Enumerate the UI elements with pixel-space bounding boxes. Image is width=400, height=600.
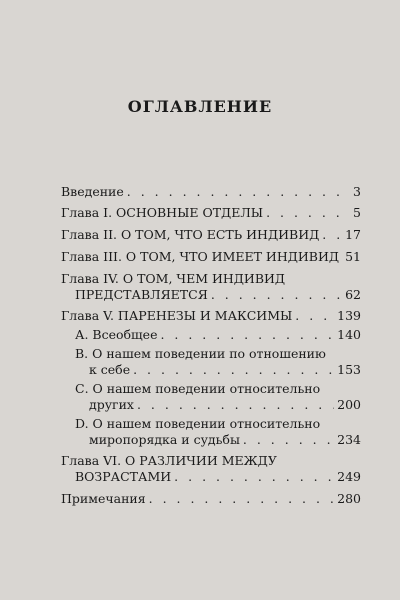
toc-entry-chapter-2 bbox=[61, 227, 361, 243]
dot-leader bbox=[243, 432, 334, 448]
toc-entry-notes bbox=[61, 491, 361, 507]
toc-entry-chapter-5 bbox=[61, 308, 361, 324]
dot-leader bbox=[266, 205, 350, 221]
toc-entry-label: Глава II. О ТОМ, ЧТО ЕСТЬ ИНДИВИД bbox=[61, 227, 320, 242]
dot-leader bbox=[174, 469, 334, 485]
dot-leader bbox=[160, 327, 334, 343]
toc-entry-page: 280 bbox=[337, 491, 361, 506]
toc-entry-label: Введение bbox=[61, 184, 124, 199]
toc-entry-chapter-4 bbox=[61, 271, 361, 303]
toc-entry-label: С. О нашем поведении относительно bbox=[75, 381, 321, 396]
dot-leader bbox=[133, 362, 334, 378]
toc-entry-label: Глава IV. О ТОМ, ЧЕМ ИНДИВИД bbox=[61, 271, 286, 286]
table-of-contents bbox=[61, 184, 361, 507]
toc-entry-introduction bbox=[61, 184, 361, 200]
toc-entry-page: 139 bbox=[337, 308, 361, 323]
toc-entry-page: 17 bbox=[345, 227, 361, 242]
toc-entry-label-cont: других bbox=[89, 397, 134, 412]
dot-leader bbox=[322, 227, 342, 243]
toc-entry-section-a bbox=[61, 327, 361, 343]
page-title: ОГЛАВЛЕНИЕ bbox=[127, 97, 273, 116]
toc-entry-chapter-3 bbox=[61, 249, 361, 265]
toc-entry-page: 234 bbox=[337, 432, 361, 447]
toc-entry-page: 140 bbox=[337, 327, 361, 342]
toc-entry-section-c bbox=[61, 381, 361, 413]
toc-entry-label-cont: миропорядка и судьбы bbox=[89, 432, 240, 447]
toc-entry-chapter-1 bbox=[61, 205, 361, 221]
toc-entry-label: В. О нашем поведении по отношению bbox=[75, 346, 326, 361]
toc-entry-label-cont: ПРЕДСТАВЛЯЕТСЯ bbox=[75, 287, 208, 302]
dot-leader bbox=[211, 287, 342, 303]
toc-entry-chapter-6 bbox=[61, 453, 361, 485]
dot-leader bbox=[295, 308, 334, 324]
toc-entry-label: Глава VI. О РАЗЛИЧИИ МЕЖДУ bbox=[61, 453, 277, 468]
dot-leader bbox=[149, 491, 335, 507]
toc-entry-page: 200 bbox=[337, 397, 361, 412]
toc-entry-page: 3 bbox=[353, 184, 361, 199]
toc-entry-label: А. Всеобщее bbox=[75, 327, 158, 342]
toc-entry-page: 249 bbox=[337, 469, 361, 484]
toc-entry-label: D. О нашем поведении относительно bbox=[75, 416, 321, 431]
toc-entry-page: 5 bbox=[353, 205, 361, 220]
toc-entry-page: 62 bbox=[345, 287, 361, 302]
toc-entry-label-cont: к себе bbox=[89, 362, 131, 377]
toc-entry-section-d bbox=[61, 416, 361, 448]
toc-entry-label: Глава V. ПАРЕНЕЗЫ И МАКСИМЫ bbox=[61, 308, 293, 323]
toc-entry-section-b bbox=[61, 346, 361, 378]
dot-leader bbox=[127, 184, 350, 200]
toc-entry-page: 51 bbox=[345, 249, 361, 264]
toc-entry-label: Примечания bbox=[61, 491, 146, 506]
toc-entry-page: 153 bbox=[337, 362, 361, 377]
dot-leader bbox=[137, 397, 334, 413]
toc-entry-label: Глава I. ОСНОВНЫЕ ОТДЕЛЫ bbox=[61, 205, 264, 220]
toc-entry-label: Глава III. О ТОМ, ЧТО ИМЕЕТ ИНДИВИД bbox=[61, 249, 340, 264]
toc-entry-label-cont: ВОЗРАСТАМИ bbox=[75, 469, 172, 484]
